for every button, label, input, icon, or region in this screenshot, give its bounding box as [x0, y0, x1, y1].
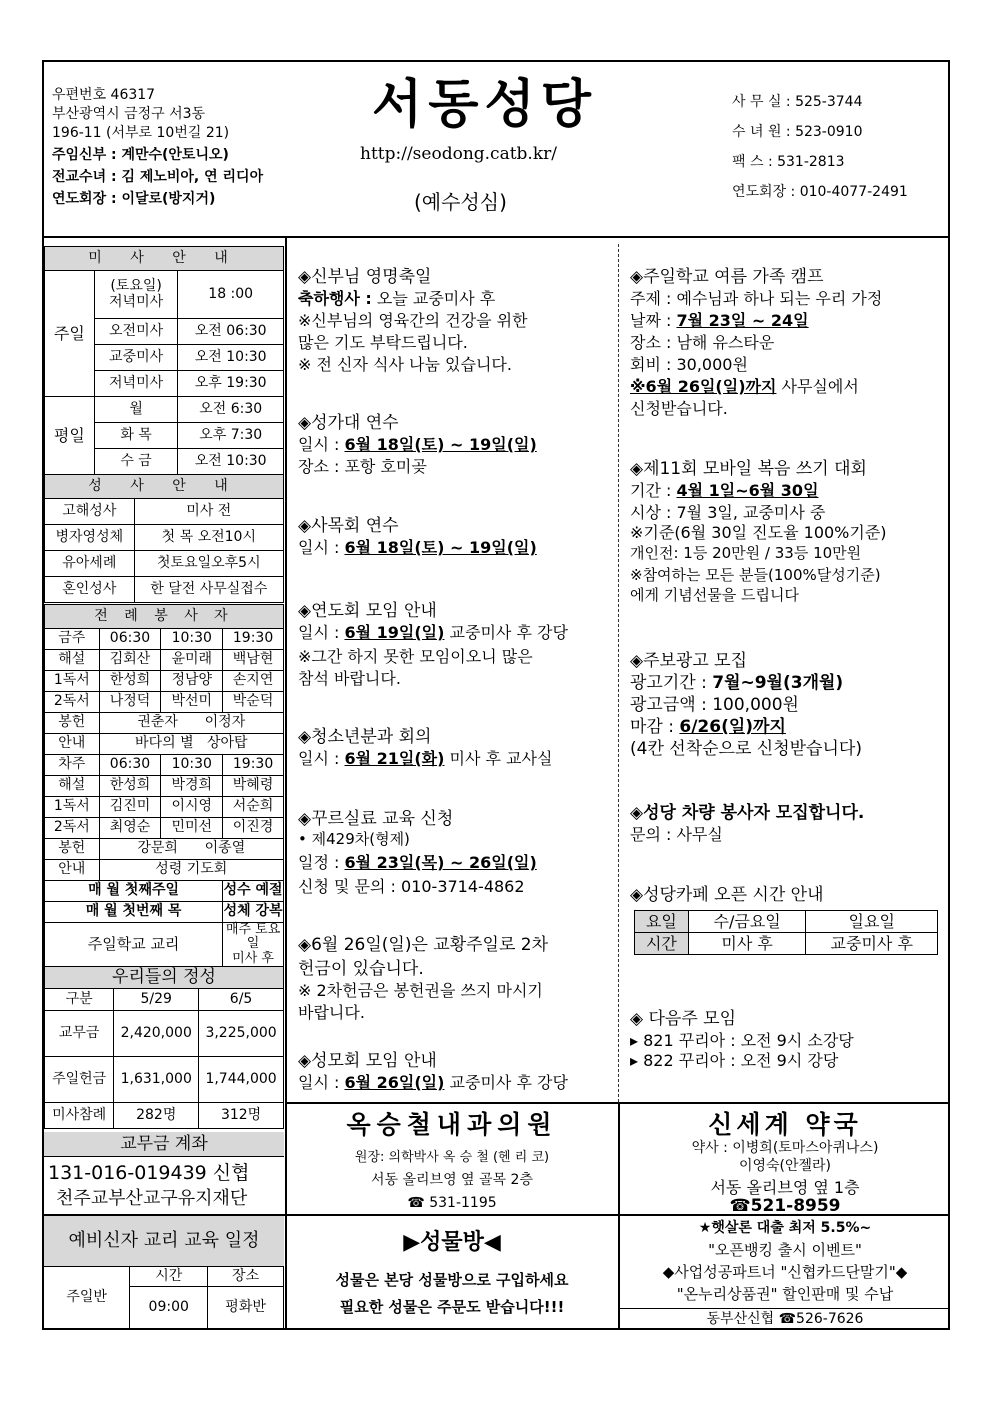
notice-line: ※신부님의 영육간의 건강을 위한 — [298, 311, 528, 330]
clinic-address: 서동 올리브영 옆 골목 2층 — [371, 1172, 533, 1188]
offering-cell: 2,420,000 — [114, 1011, 199, 1057]
servers-cell: 정남양 — [161, 671, 223, 692]
notice-line: 광고기간 : 7월~9월(3개월) — [630, 673, 844, 693]
mass-name: 저녁미사 — [94, 371, 178, 397]
offering-title: 우리들의 정성 — [45, 967, 284, 989]
pharmacy-name: 신세계 약국 — [708, 1110, 862, 1139]
servers-cell: 차주 — [45, 755, 100, 776]
monthly-event: 매 월 첫째주일 — [45, 881, 223, 902]
notice-title: ◈성당 차량 봉사자 모집합니다. — [630, 803, 865, 823]
clinic-name: 옥승철내과의원 — [346, 1110, 558, 1139]
servers-cell: 1독서 — [45, 797, 100, 818]
notice-line: ※ 2차헌금은 봉헌권을 쓰지 마시기 — [298, 981, 543, 1000]
servers-cell: 10:30 — [161, 629, 223, 650]
pharmacist-2: 이영숙(안젤라) — [738, 1158, 832, 1174]
notice-line: 개인전: 1등 20만원 / 33등 10만원 — [630, 544, 862, 562]
catechumen-time: 09:00 — [130, 1287, 208, 1329]
servers-cell: 김회산 — [99, 650, 161, 671]
middle-column-divider — [618, 244, 619, 1102]
servers-cell: 한성희 — [99, 776, 161, 797]
notice-line: 주제 : 예수님과 하나 되는 우리 가정 — [630, 289, 883, 308]
office-phone: 사 무 실 : 525-3744 — [732, 94, 863, 110]
notice-line: 에게 기념선물을 드립니다 — [630, 586, 799, 604]
sacrament-name: 혼인성사 — [45, 577, 135, 603]
sacrament-name: 병자영성체 — [45, 525, 135, 551]
cafe-cell: 수/금요일 — [688, 911, 806, 933]
notice-line: 헌금이 있습니다. — [298, 959, 424, 979]
notice-title: ◈주일학교 여름 가족 캠프 — [630, 267, 824, 287]
bank-promo: "오픈뱅킹 출시 이벤트" — [708, 1241, 862, 1259]
servers-cell: 백남현 — [223, 650, 284, 671]
bank-promo: ◆사업성공파트너 "신협카드단말기"◆ — [662, 1263, 908, 1281]
account-title: 교무금 계좌 — [120, 1134, 208, 1154]
convent-phone: 수 녀 원 : 523-0910 — [732, 124, 863, 140]
clinic-phone: ☎ 531-1195 — [407, 1195, 497, 1211]
notice-line: 바랍니다. — [298, 1003, 365, 1022]
offering-cell: 교무금 — [45, 1011, 114, 1057]
bank-promo: "온누리상품권" 할인판매 및 수납 — [676, 1285, 894, 1303]
offering-cell: 1,631,000 — [114, 1057, 199, 1103]
notice-title: ◈연도회 모임 안내 — [298, 601, 437, 621]
servers-cell: 김진미 — [99, 797, 161, 818]
notice-line: 기간 : 4월 1일~6월 30일 — [630, 481, 819, 500]
servers-cell: 나정덕 — [99, 692, 161, 713]
servers-cell: 박혜령 — [223, 776, 284, 797]
servers-name: 강문희 — [137, 840, 178, 857]
pharmacy-address: 서동 올리브영 옆 1층 — [710, 1178, 860, 1197]
notice-line: 날짜 : 7월 23일 ~ 24일 — [630, 311, 809, 330]
cafe-cell: 요일 — [635, 911, 689, 933]
notice-title: ◈성당카페 오픈 시간 안내 — [630, 885, 824, 905]
website-link[interactable]: http://seodong.catb.kr/ — [360, 144, 557, 164]
servers-table — [44, 604, 284, 967]
mass-time: 오후 7:30 — [178, 423, 284, 449]
servers-cell: 성령 기도회 — [99, 860, 283, 881]
address-line1: 부산광역시 금정구 서3동 — [52, 106, 206, 122]
servers-name: 이정자 — [204, 714, 246, 731]
feast-subtitle: (예수성심) — [414, 190, 507, 214]
store-title: ▶성물방◀ — [403, 1230, 501, 1255]
notice-line: ▸ 822 꾸리아 : 오전 9시 강당 — [630, 1051, 839, 1070]
offering-cell: 282명 — [114, 1103, 199, 1129]
notice-title: ◈청소년분과 회의 — [298, 727, 432, 747]
servers-cell: 이시영 — [161, 797, 223, 818]
servers-cell: 봉헌 — [45, 713, 100, 734]
notice-line: 일시 : 6월 21일(화) 미사 후 교사실 — [298, 749, 553, 768]
sacrament-value: 한 달전 사무실접수 — [134, 577, 283, 603]
mass-table — [44, 246, 284, 475]
pharmacy-phone: ☎521-8959 — [729, 1196, 841, 1216]
sacrament-name: 고해성사 — [45, 499, 135, 525]
servers-cell: 19:30 — [223, 629, 284, 650]
notice-line: 마감 : 6/26(일)까지 — [630, 717, 786, 737]
offering-header: 6/5 — [199, 989, 284, 1011]
notice-line: 축하행사 : 오늘 교중미사 후 — [298, 289, 496, 308]
offering-cell: 3,225,000 — [199, 1011, 284, 1057]
cafe-cell: 교중미사 후 — [806, 933, 938, 955]
store-line2: 필요한 성물은 주문도 받습니다!!! — [339, 1298, 565, 1316]
servers-cell: 박선미 — [161, 692, 223, 713]
servers-name: 상아탑 — [206, 735, 248, 752]
mass-name: 수 금 — [94, 449, 178, 475]
notice-title: ◈6월 26일(일)은 교황주일로 2차 — [298, 935, 549, 955]
monthly-event: 매 월 첫번째 목 — [45, 902, 223, 923]
notice-line: 광고금액 : 100,000원 — [630, 695, 799, 715]
sunday-school: 주일학교 교리 — [45, 923, 223, 967]
servers-cell: 최영순 — [99, 818, 161, 839]
mass-time: 오전 06:30 — [178, 319, 284, 345]
notice-title: ◈ 다음주 모임 — [630, 1009, 736, 1029]
president: 연도회장 : 이달로(방지거) — [52, 191, 216, 207]
sacrament-name: 유아세례 — [45, 551, 135, 577]
notice-title: ◈사목회 연수 — [298, 516, 399, 536]
servers-cell: 안내 — [45, 734, 100, 755]
notice-line: ※기준(6월 30일 진도율 100%기준) — [630, 523, 887, 542]
notice-title: ◈제11회 모바일 복음 쓰기 대회 — [630, 459, 867, 479]
servers-cell: 윤미래 — [161, 650, 223, 671]
servers-cell: 박순덕 — [223, 692, 284, 713]
servers-cell — [99, 734, 283, 755]
servers-title: 전 례 봉 사 자 — [45, 605, 284, 629]
sacrament-value: 미사 전 — [134, 499, 283, 525]
mass-name: (토요일) 저녁미사 — [94, 271, 178, 319]
header-divider — [42, 236, 950, 238]
notice-line: 장소 : 포항 호미곶 — [298, 457, 427, 476]
notice-line: (4칸 선착순으로 신청받습니다) — [630, 739, 862, 759]
notice-title: ◈주보광고 모집 — [630, 651, 748, 671]
servers-name: 이종열 — [204, 840, 246, 857]
notice-line: 일정 : 6월 23일(목) ~ 26일(일) — [298, 853, 537, 872]
store-line1: 성물은 본당 성물방으로 구입하세요 — [335, 1271, 569, 1289]
catechumen-title: 예비신자 교리 교육 일정 — [68, 1230, 260, 1251]
notice-line: ※ 전 신자 식사 나눔 있습니다. — [298, 355, 512, 374]
notice-line: 장소 : 남해 유스타운 — [630, 333, 775, 352]
address-line2: 196-11 (서부로 10번길 21) — [52, 125, 230, 141]
cafe-cell: 미사 후 — [688, 933, 806, 955]
catechumen-class: 주일반 — [44, 1267, 130, 1329]
mass-name: 교중미사 — [94, 345, 178, 371]
servers-cell: 이진경 — [223, 818, 284, 839]
notice-title: ◈성가대 연수 — [298, 413, 399, 433]
servers-cell: 한성희 — [99, 671, 161, 692]
servers-cell: 안내 — [45, 860, 100, 881]
bank-divider — [620, 1308, 950, 1309]
notice-line: 신청 및 문의 : 010-3714-4862 — [298, 877, 525, 896]
catechumen-place: 평화반 — [208, 1287, 284, 1329]
cafe-cell: 일요일 — [806, 911, 938, 933]
notice-line: 일시 : 6월 26일(일) 교중미사 후 강당 — [298, 1073, 568, 1092]
pharmacist: 약사 : 이병희(토마스아퀴나스) — [691, 1140, 879, 1156]
sacrament-table — [44, 474, 284, 603]
cafe-cell: 시간 — [635, 933, 689, 955]
mass-time: 오후 19:30 — [178, 371, 284, 397]
notice-line: 일시 : 6월 18일(토) ~ 19일(일) — [298, 435, 537, 454]
notice-title: ◈신부님 영명축일 — [298, 267, 432, 287]
postal-code: 우편번호 46317 — [52, 87, 156, 103]
bank-promo: ★햇살론 대출 최저 5.5%~ — [698, 1220, 872, 1236]
servers-cell: 손지연 — [223, 671, 284, 692]
mass-time: 오전 10:30 — [178, 345, 284, 371]
sisters: 전교수녀 : 김 제노비아, 연 리디아 — [52, 169, 264, 185]
servers-cell: 민미선 — [161, 818, 223, 839]
notice-line: ※6월 26일(일)까지 사무실에서 — [630, 377, 859, 396]
sacrament-value: 첫 목 오전10시 — [134, 525, 283, 551]
mass-name: 월 — [94, 397, 178, 423]
catechumen-table — [44, 1266, 284, 1329]
offering-table — [44, 966, 284, 1129]
catechumen-header: 장소 — [208, 1267, 284, 1287]
servers-cell — [99, 839, 283, 860]
mass-time: 오전 10:30 — [178, 449, 284, 475]
servers-cell: 06:30 — [99, 755, 161, 776]
servers-cell: 2독서 — [45, 692, 100, 713]
sunday-school-time: 매주 토요일 미사 후 — [223, 923, 284, 967]
mass-name: 오전미사 — [94, 319, 178, 345]
servers-name: 권춘자 — [137, 714, 178, 731]
left-column-divider — [285, 236, 287, 1330]
president-phone: 연도회장 : 010-4077-2491 — [732, 184, 908, 200]
notice-line: 많은 기도 부탁드립니다. — [298, 333, 468, 352]
offering-header: 구분 — [45, 989, 114, 1011]
cafe-hours-table — [634, 910, 938, 955]
monthly-event: 성체 강복 — [223, 902, 284, 923]
page-title: 서동성당 — [372, 75, 597, 135]
weekday-label: 평일 — [45, 397, 95, 475]
notice-line: ※그간 하지 못한 모임이오니 많은 — [298, 647, 533, 666]
notice-line: 신청받습니다. — [630, 399, 728, 418]
servers-cell: 1독서 — [45, 671, 100, 692]
notice-line: ▸ 821 꾸리아 : 오전 9시 소강당 — [630, 1031, 854, 1050]
fax-number: 팩 스 : 531-2813 — [732, 154, 845, 170]
notice-title: ◈성모회 모임 안내 — [298, 1051, 437, 1071]
offering-header: 5/29 — [114, 989, 199, 1011]
servers-cell: 서순희 — [223, 797, 284, 818]
servers-cell: 해설 — [45, 776, 100, 797]
mass-time: 18 :00 — [178, 271, 284, 319]
notice-line: 일시 : 6월 18일(토) ~ 19일(일) — [298, 538, 537, 557]
notice-title: ◈꾸르실료 교육 신청 — [298, 809, 454, 829]
pastor: 주임신부 : 계만수(안토니오) — [52, 147, 229, 163]
notice-line: 문의 : 사무실 — [630, 825, 723, 844]
clinic-doctor: 원장: 의학박사 옥 승 철 (헨 리 코) — [354, 1150, 550, 1165]
offering-cell: 미사참례 — [45, 1103, 114, 1129]
servers-cell: 금주 — [45, 629, 100, 650]
mass-name: 화 목 — [94, 423, 178, 449]
notice-line: 회비 : 30,000원 — [630, 355, 748, 374]
servers-cell: 봉헌 — [45, 839, 100, 860]
mass-title: 미 사 안 내 — [45, 247, 284, 271]
servers-cell — [99, 713, 283, 734]
offering-cell: 1,744,000 — [199, 1057, 284, 1103]
offering-cell: 주일헌금 — [45, 1057, 114, 1103]
notice-line: 시상 : 7월 3일, 교중미사 중 — [630, 503, 826, 522]
account-holder: 천주교부산교구유지재단 — [56, 1188, 248, 1209]
servers-cell: 박경희 — [161, 776, 223, 797]
notice-line: • 제429차(형제) — [298, 830, 410, 848]
servers-cell: 19:30 — [223, 755, 284, 776]
notice-line: 참석 바랍니다. — [298, 669, 401, 688]
servers-name: 바다의 별 — [135, 735, 194, 752]
notice-line: 일시 : 6월 19일(일) 교중미사 후 강당 — [298, 623, 568, 642]
mass-time: 오전 6:30 — [178, 397, 284, 423]
account-number: 131-016-019439 신협 — [48, 1162, 250, 1184]
offering-cell: 312명 — [199, 1103, 284, 1129]
servers-cell: 2독서 — [45, 818, 100, 839]
servers-cell: 06:30 — [99, 629, 161, 650]
notice-line: ※참여하는 모든 분들(100%달성기준) — [630, 566, 881, 584]
bank-name: 동부산신협 ☎526-7626 — [706, 1311, 864, 1327]
sacrament-title: 성 사 안 내 — [45, 475, 284, 499]
catechumen-header: 시간 — [130, 1267, 208, 1287]
sunday-label: 주일 — [45, 271, 95, 397]
sacrament-value: 첫토요일오후5시 — [134, 551, 283, 577]
servers-cell: 10:30 — [161, 755, 223, 776]
monthly-event: 성수 예절 — [223, 881, 284, 902]
servers-cell: 해설 — [45, 650, 100, 671]
